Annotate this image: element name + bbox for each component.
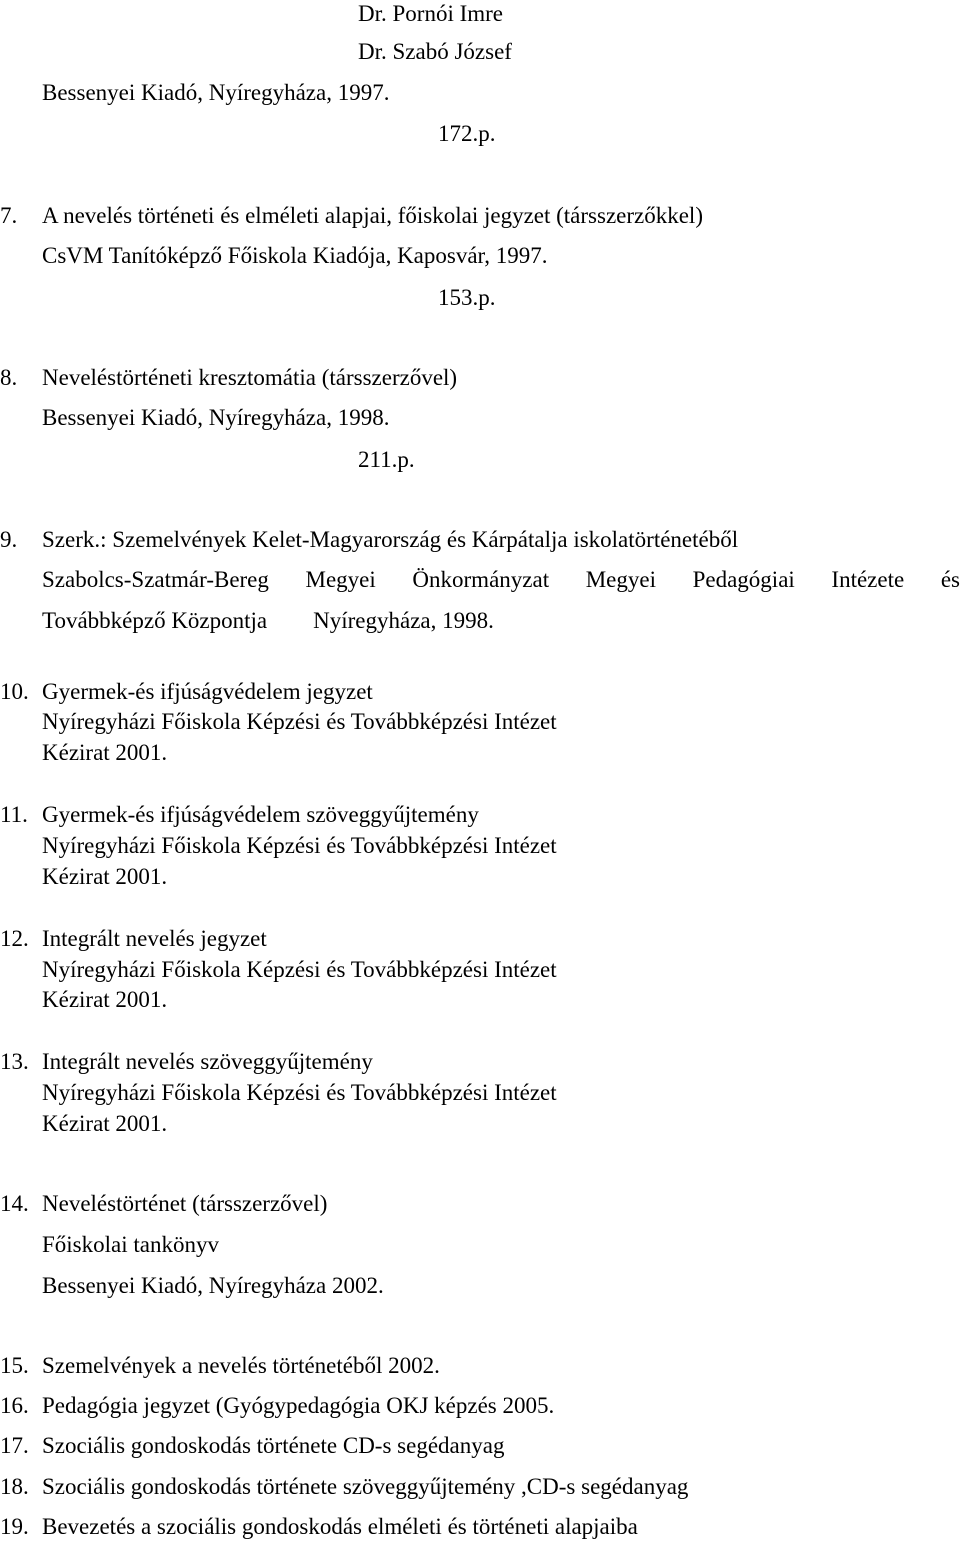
author-name: Dr. Szabó József: [358, 39, 512, 64]
entry-number: 18.: [0, 1474, 29, 1499]
author-name: Dr. Pornói Imre: [358, 1, 504, 26]
entry-title: Szemelvények a nevelés történetéből 2002.: [42, 1353, 440, 1378]
entry-institution: Nyíregyházi Főiskola Képzési és Továbbképzési Intézet: [42, 1080, 557, 1105]
entry-number: 14.: [0, 1191, 29, 1216]
entry-title: Integrált nevelés jegyzet: [42, 926, 267, 951]
entry-number: 8.: [0, 365, 18, 390]
entry-number: 11.: [0, 802, 28, 827]
entry-note: Kézirat 2001.: [42, 740, 168, 765]
entry-title: Gyermek-és ifjúságvédelem szöveggyűjtemény: [42, 802, 479, 827]
entry-note: Kézirat 2001.: [42, 987, 168, 1012]
entry-number: 16.: [0, 1393, 29, 1418]
entry-publisher-continued: [42, 607, 494, 635]
entry-title: Integrált nevelés szöveggyűjtemény: [42, 1049, 373, 1074]
entry-publisher: Szabolcs-Szatmár-Bereg Megyei Önkormányzat Megyei Pedagógiai Intézete és: [42, 567, 960, 592]
entry-note: Kézirat 2001.: [42, 864, 168, 889]
entry-title: Pedagógia jegyzet (Gyógypedagógia OKJ képzés 2005.: [42, 1393, 555, 1418]
entry-title: Neveléstörténeti kresztomátia (társszerzővel): [42, 365, 458, 390]
entry-number: 15.: [0, 1353, 29, 1378]
page-count: 153.p.: [438, 285, 496, 310]
entry-title: Neveléstörténet (társszerzővel): [42, 1191, 328, 1216]
entry-number: 9.: [0, 527, 18, 552]
page-count: 172.p.: [438, 121, 496, 146]
entry-number: 10.: [0, 679, 29, 704]
entry-title: Bevezetés a szociális gondoskodás elméleti és történeti alapjaiba: [42, 1514, 638, 1539]
entry-institution: Nyíregyházi Főiskola Képzési és Továbbképzési Intézet: [42, 833, 557, 858]
entry-title: Szociális gondoskodás története CD-s segédanyag: [42, 1433, 505, 1458]
entry-institution: Nyíregyházi Főiskola Képzési és Továbbképzési Intézet: [42, 957, 557, 982]
entry-publisher: Bessenyei Kiadó, Nyíregyháza 2002.: [42, 1273, 384, 1298]
entry-number: 19.: [0, 1514, 29, 1539]
entry-title: A nevelés történeti és elméleti alapjai, főiskolai jegyzet (társszerzőkkel): [42, 203, 703, 228]
entry-title: Szociális gondoskodás története szöveggyűjtemény ,CD-s segédanyag: [42, 1474, 689, 1499]
entry-title: Szerk.: Szemelvények Kelet-Magyarország és Kárpátalja iskolatörténetéből: [42, 527, 739, 552]
entry-number: 17.: [0, 1433, 29, 1458]
entry-subtitle: Főiskolai tankönyv: [42, 1232, 219, 1257]
entry-number: 13.: [0, 1049, 29, 1074]
publication-place-year: Nyíregyháza, 1998.: [313, 608, 494, 633]
publisher-line: Bessenyei Kiadó, Nyíregyháza, 1997.: [42, 80, 390, 105]
entry-note: Kézirat 2001.: [42, 1111, 168, 1136]
entry-number: 7.: [0, 203, 18, 228]
entry-title: Gyermek-és ifjúságvédelem jegyzet: [42, 679, 373, 704]
entry-publisher: Bessenyei Kiadó, Nyíregyháza, 1998.: [42, 405, 390, 430]
entry-publisher: CsVM Tanítóképző Főiskola Kiadója, Kaposvár, 1997.: [42, 243, 548, 268]
entry-institution: Nyíregyházi Főiskola Képzési és Továbbképzési Intézet: [42, 709, 557, 734]
entry-number: 12.: [0, 926, 29, 951]
institution-name: Továbbképző Központja: [42, 608, 268, 633]
page-count: 211.p.: [358, 447, 415, 472]
